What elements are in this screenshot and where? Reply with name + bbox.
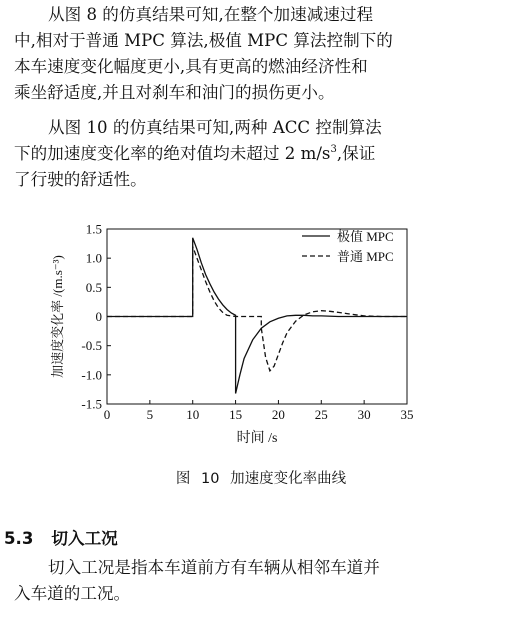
paragraph-3: [14, 555, 512, 607]
x-tick-label: 10: [186, 407, 200, 422]
section-heading: [4, 525, 118, 549]
unit-exponent: 3: [330, 144, 337, 155]
text-line: 了行驶的舒适性。: [14, 170, 147, 189]
text-line: 乘坐舒适度,并且对刹车和油门的损伤更小。: [14, 83, 335, 102]
text-segment: 下的加速度变化率的绝对值均未超过 2 m/s: [14, 144, 331, 163]
x-tick-label: 25: [314, 407, 328, 422]
x-tick-label: 5: [146, 407, 154, 422]
text-line-with-unit: [14, 141, 512, 167]
section-title: 切入工况: [51, 529, 118, 548]
text-line: 从图 8 的仿真结果可知,在整个加速减速过程: [48, 5, 374, 24]
x-tick-label: 20: [271, 407, 285, 422]
x-tick-label: 0: [103, 407, 111, 422]
text-line: 中,相对于普通 MPC 算法,极值 MPC 算法控制下的: [14, 31, 393, 50]
y-tick-label: 1.0: [85, 250, 102, 266]
text-line: 切入工况是指本车道前方有车辆从相邻车道并: [48, 558, 380, 577]
x-axis-label: 时间 /s: [236, 431, 278, 446]
y-axis-label: 加速度变化率 /(m.s⁻³): [50, 255, 65, 378]
text-segment: ,保证: [336, 144, 376, 163]
chart-legend: [302, 229, 394, 264]
text-line: 本车速度变化幅度更小,具有更高的燃油经济性和: [14, 57, 368, 76]
y-tick-label: 0.5: [85, 279, 102, 295]
y-tick-label: -0.5: [81, 338, 102, 354]
text-line: 从图 10 的仿真结果可知,两种 ACC 控制算法: [48, 118, 382, 137]
jerk-chart: [40, 214, 420, 464]
y-tick-label: -1.0: [81, 367, 102, 383]
paragraph-1: [14, 2, 512, 106]
x-tick-label: 35: [400, 407, 414, 422]
paragraph-2: [14, 115, 512, 193]
legend-label: 普通 MPC: [337, 249, 394, 264]
text-line: 入车道的工况。: [14, 584, 131, 603]
y-tick-label: 0: [95, 309, 102, 324]
series-line-2: [107, 247, 407, 371]
y-tick-label: 1.5: [85, 221, 102, 237]
x-tick-label: 30: [357, 407, 371, 422]
x-tick-label: 15: [229, 407, 243, 422]
figure-caption: 图 10 加速度变化率曲线: [175, 471, 347, 487]
legend-label: 极值 MPC: [337, 229, 394, 244]
section-number: 5.3: [4, 529, 34, 548]
y-tick-label: -1.5: [81, 396, 102, 412]
